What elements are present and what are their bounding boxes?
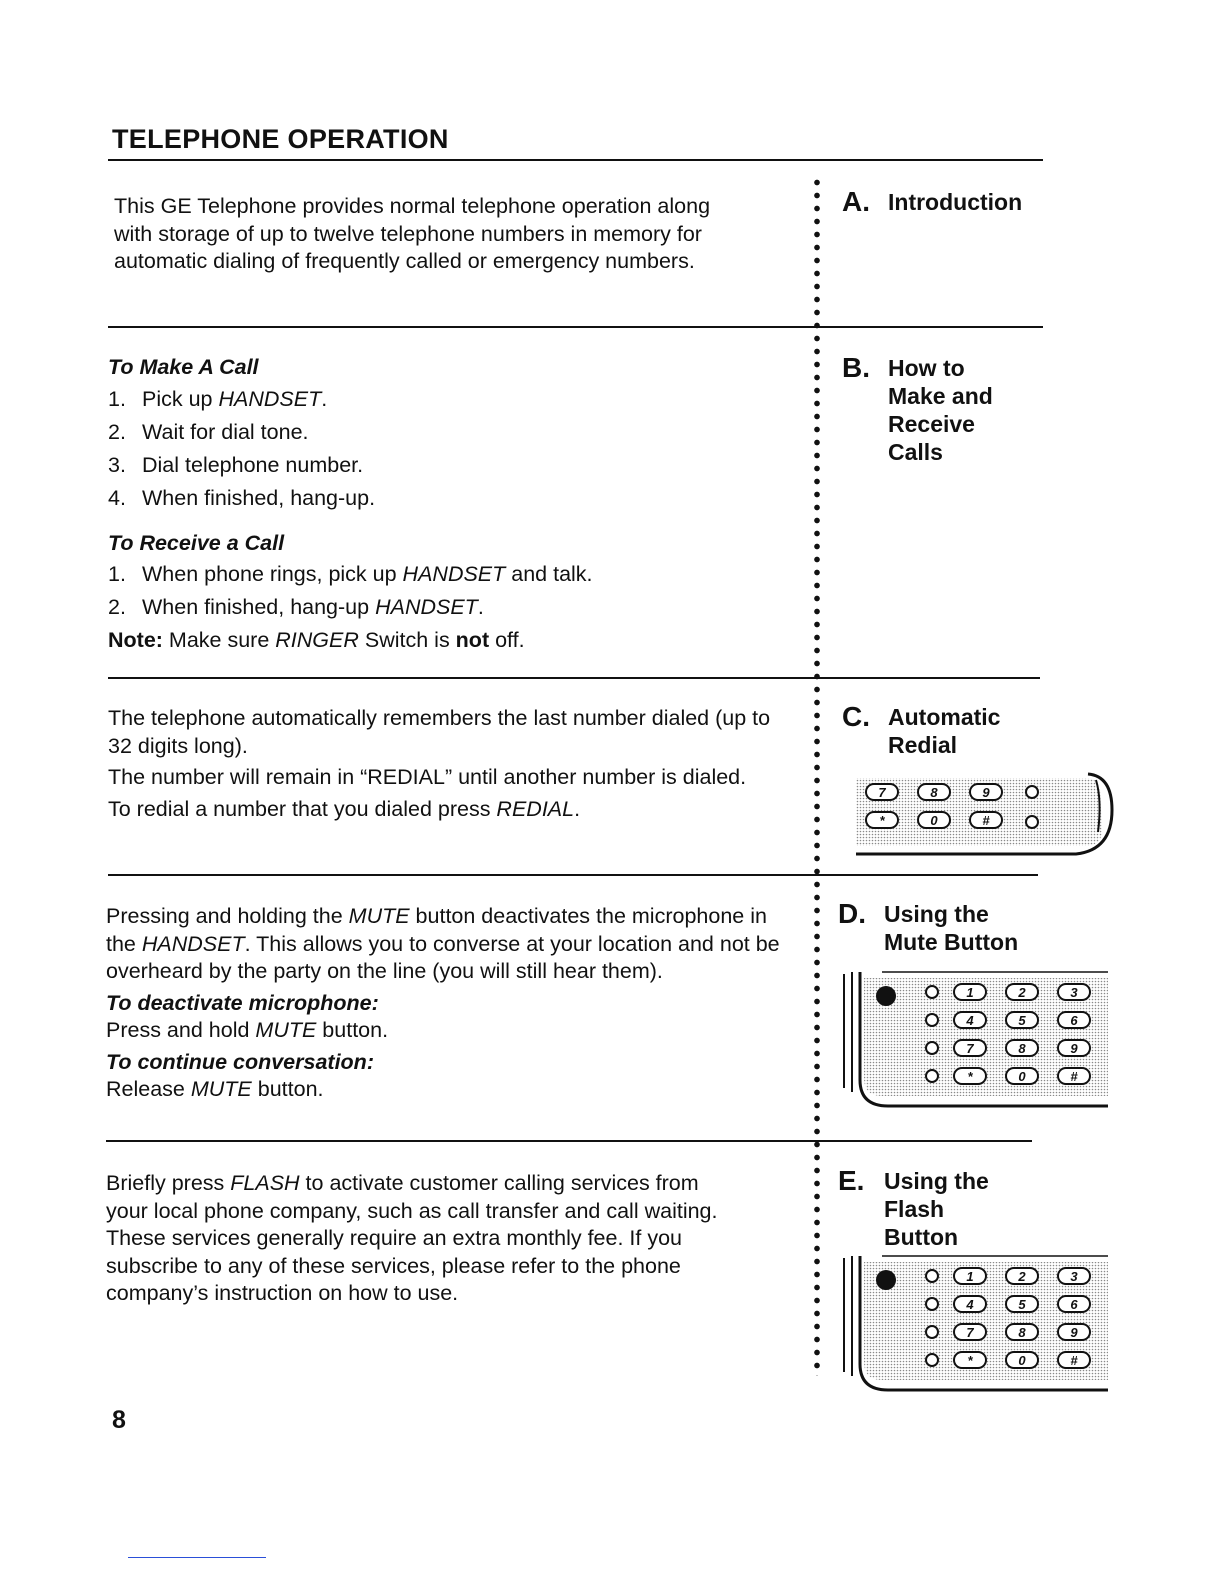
redial-keypad-illustration <box>850 770 1120 856</box>
section-e-heading <box>838 1167 989 1251</box>
redial-text <box>108 705 788 823</box>
svg-text:6: 6 <box>1070 1013 1078 1028</box>
keypad-key <box>1006 1268 1038 1284</box>
page-number: 8 <box>112 1406 126 1434</box>
section-rule <box>106 1140 1032 1142</box>
keypad-key <box>954 1040 986 1056</box>
section-label: Using the Mute Button <box>884 901 1019 955</box>
keypad-key <box>1058 1040 1090 1056</box>
svg-text:#: # <box>1070 1353 1078 1368</box>
calls-text <box>108 354 788 655</box>
list-item: 3. Dial telephone number. <box>108 452 364 477</box>
keypad-key <box>1006 1068 1038 1084</box>
footer-line <box>128 1557 266 1558</box>
title-rule <box>108 159 1043 161</box>
memory-button <box>926 1014 938 1026</box>
list-item: 2. Wait for dial tone. <box>108 419 309 444</box>
flash-keypad-illustration <box>842 1252 1110 1396</box>
mute-paragraph: Pressing and holding the MUTE button deactivates the microphone in the HANDSET. This allows you to converse at your location and not be overheard by the party on the line (you will still hear them). <box>106 904 780 983</box>
svg-text:0: 0 <box>1018 1069 1026 1084</box>
svg-text:4: 4 <box>966 1013 974 1028</box>
section-label: Introduction <box>888 189 1023 215</box>
section-d-heading <box>838 900 1018 956</box>
keypad-key <box>954 1068 986 1084</box>
ringer-note: Note: Make sure RINGER Switch is not off. <box>108 628 525 652</box>
keypad-key <box>1006 984 1038 1000</box>
svg-text:7: 7 <box>966 1325 974 1340</box>
keypad-key <box>1006 1296 1038 1312</box>
keypad-key <box>954 1352 986 1368</box>
svg-text:6: 6 <box>1070 1297 1078 1312</box>
section-a-heading <box>842 188 1022 216</box>
column-divider <box>814 176 820 1376</box>
svg-text:0: 0 <box>1018 1353 1026 1368</box>
intro-paragraph: This GE Telephone provides normal telephone operation along with storage of up to twelve telephone numbers in memory for automatic dialing of frequently called or emergency numbers. <box>114 194 711 273</box>
make-call-steps <box>108 386 788 513</box>
keypad-key <box>1058 1268 1090 1284</box>
mute-button <box>876 1270 896 1290</box>
svg-text:9: 9 <box>1070 1325 1078 1340</box>
keypad-key <box>1006 1324 1038 1340</box>
svg-text:#: # <box>982 813 990 828</box>
section-rule <box>108 874 1038 876</box>
svg-text:7: 7 <box>966 1041 974 1056</box>
receive-call-heading: To Receive a Call <box>108 530 285 555</box>
keypad-key <box>1058 984 1090 1000</box>
memory-button <box>1026 816 1038 828</box>
keypad-key <box>1058 1352 1090 1368</box>
keypad-key <box>954 1268 986 1284</box>
page-title: TELEPHONE OPERATION <box>112 124 449 154</box>
keypad-key <box>866 812 898 828</box>
keypad-key <box>1006 1352 1038 1368</box>
memory-button <box>926 1042 938 1054</box>
keypad-key <box>1006 1040 1038 1056</box>
receive-call-steps <box>108 561 788 622</box>
deactivate-heading: To deactivate microphone: <box>106 990 379 1015</box>
keypad-key <box>970 784 1002 800</box>
memory-button <box>926 986 938 998</box>
svg-text:8: 8 <box>1018 1325 1026 1340</box>
svg-text:*: * <box>879 813 885 828</box>
svg-text:1: 1 <box>966 1269 974 1284</box>
keypad-key <box>1006 1012 1038 1028</box>
list-item: 4. When finished, hang-up. <box>108 485 376 510</box>
section-b-heading <box>842 354 993 466</box>
keypad-key <box>954 1296 986 1312</box>
section-rule <box>108 326 1043 328</box>
svg-text:9: 9 <box>1070 1041 1078 1056</box>
flash-paragraph: Briefly press FLASH to activate customer calling services from your local phone company, such as call transfer and call waiting. These services generally require an extra monthly fee. If you subscribe to any of these services, please refer to the phone company’s instruction on how to use. <box>106 1171 718 1305</box>
keypad-key <box>918 812 950 828</box>
section-label: Automatic Redial <box>888 704 1001 758</box>
continue-instruction: Release MUTE button. <box>106 1077 324 1101</box>
svg-text:8: 8 <box>930 785 938 800</box>
keypad-key <box>1058 1296 1090 1312</box>
section-letter: D. <box>838 898 866 929</box>
memory-button <box>926 1270 938 1282</box>
section-rule <box>108 677 1040 679</box>
svg-text:0: 0 <box>930 813 938 828</box>
make-call-heading: To Make A Call <box>108 355 259 379</box>
svg-text:9: 9 <box>982 785 990 800</box>
svg-text:5: 5 <box>1018 1013 1026 1028</box>
section-c-heading <box>842 703 1000 759</box>
intro-text <box>114 193 754 276</box>
memory-button <box>926 1070 938 1082</box>
keypad-key <box>866 784 898 800</box>
svg-text:*: * <box>967 1069 973 1084</box>
keypad-key <box>918 784 950 800</box>
section-letter: E. <box>838 1165 865 1196</box>
continue-heading: To continue conversation: <box>106 1049 374 1074</box>
svg-text:8: 8 <box>1018 1041 1026 1056</box>
keypad-key <box>1058 1068 1090 1084</box>
svg-text:#: # <box>1070 1069 1078 1084</box>
flash-text <box>106 1170 746 1308</box>
memory-button <box>1026 786 1038 798</box>
list-item: 2. When finished, hang-up HANDSET. <box>108 595 484 619</box>
svg-text:5: 5 <box>1018 1297 1026 1312</box>
redial-paragraph-2: The number will remain in “REDIAL” until another number is dialed. <box>108 765 747 789</box>
memory-button <box>926 1354 938 1366</box>
keypad-key <box>954 1324 986 1340</box>
section-letter: C. <box>842 701 870 732</box>
svg-text:*: * <box>967 1353 973 1368</box>
keypad-key <box>970 812 1002 828</box>
svg-text:7: 7 <box>878 785 886 800</box>
list-item: 1. When phone rings, pick up HANDSET and talk. <box>108 562 593 586</box>
keypad-key <box>954 984 986 1000</box>
svg-text:3: 3 <box>1070 1269 1078 1284</box>
section-label: Using the Flash Button <box>884 1168 989 1250</box>
section-letter: A. <box>842 186 870 217</box>
redial-paragraph-1: The telephone automatically remembers the last number dialed (up to 32 digits long). <box>108 706 771 758</box>
keypad-key <box>1058 1324 1090 1340</box>
mute-text <box>106 903 786 1104</box>
memory-button <box>926 1298 938 1310</box>
svg-text:2: 2 <box>1018 985 1026 1000</box>
deactivate-instruction: Press and hold MUTE button. <box>106 1018 389 1042</box>
memory-button <box>926 1326 938 1338</box>
section-label: How to Make and Receive Calls <box>888 355 993 465</box>
redial-paragraph-3: To redial a number that you dialed press REDIAL. <box>108 796 581 821</box>
svg-text:4: 4 <box>966 1297 974 1312</box>
section-letter: B. <box>842 352 870 383</box>
keypad-key <box>954 1012 986 1028</box>
keypad-key <box>1058 1012 1090 1028</box>
mute-button <box>876 986 896 1006</box>
svg-text:1: 1 <box>966 985 974 1000</box>
svg-text:2: 2 <box>1018 1269 1026 1284</box>
mute-keypad-illustration <box>842 968 1110 1112</box>
list-item: 1. Pick up HANDSET. <box>108 386 328 411</box>
svg-text:3: 3 <box>1070 985 1078 1000</box>
